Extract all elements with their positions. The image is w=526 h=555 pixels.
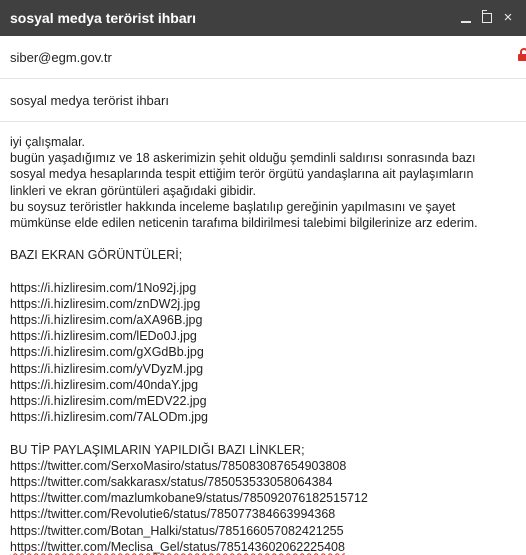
twitter-link[interactable]: https://twitter.com/Botan_Halki/status/785166057082421255 bbox=[10, 523, 344, 538]
subject-field[interactable] bbox=[0, 79, 526, 122]
subject-text[interactable]: sosyal medya terörist ihbarı bbox=[10, 93, 169, 108]
close-icon[interactable]: × bbox=[503, 9, 513, 26]
body-line: sosyal medya hesaplarında tespit ettiğim terör örgütü yandaşlarına ait paylaşımların bbox=[10, 167, 474, 182]
screenshot-link[interactable]: https://i.hizliresim.com/lEDo0J.jpg bbox=[10, 329, 197, 344]
screenshot-link[interactable]: https://i.hizliresim.com/7ALODm.jpg bbox=[10, 410, 208, 425]
recipient-address[interactable]: siber@egm.gov.tr bbox=[10, 50, 112, 65]
body-line: bugün yaşadığımız ve 18 askerimizin şehit olduğu şemdinli saldırısı sonrasında bazı bbox=[10, 151, 476, 166]
body-line: bu soysuz teröristler hakkında inceleme başlatılıp gereğinin yapılmasını ve şayet bbox=[10, 199, 456, 214]
twitter-link[interactable]: https://twitter.com/sakkarasx/status/785053533058064384 bbox=[10, 474, 333, 489]
screenshot-link[interactable]: https://i.hizliresim.com/40ndaY.jpg bbox=[10, 377, 199, 392]
body-line: mümkünse elde edilen neticenin tarafıma bildirilmesi talebimi bilgilerinize arz ederim. bbox=[10, 215, 478, 230]
popout-icon[interactable] bbox=[479, 10, 495, 26]
message-body[interactable] bbox=[10, 134, 520, 555]
window-titlebar bbox=[0, 0, 526, 36]
body-line: linkleri ve ekran görüntüleri aşağıdaki gibidir. bbox=[10, 183, 256, 198]
twitter-link[interactable]: https://twitter.com/Revolutie6/status/785077384663994368 bbox=[10, 507, 336, 522]
twitter-link[interactable]: https://twitter.com/Meclisa_Gel/status/785143602062225408 bbox=[10, 539, 345, 554]
screenshot-link[interactable]: https://i.hizliresim.com/aXA96B.jpg bbox=[10, 313, 203, 328]
twitter-link[interactable]: https://twitter.com/mazlumkobane9/status/785092076182515712 bbox=[10, 491, 368, 506]
screenshot-link[interactable]: https://i.hizliresim.com/mEDV22.jpg bbox=[10, 394, 207, 408]
screenshot-link[interactable]: https://i.hizliresim.com/yVDyzM.jpg bbox=[10, 361, 204, 376]
twitter-link[interactable]: https://twitter.com/SerxoMasiro/status/785083087654903808 bbox=[10, 458, 347, 473]
minimize-icon[interactable] bbox=[458, 10, 474, 26]
lock-icon bbox=[518, 48, 526, 62]
body-line: iyi çalışmalar. bbox=[10, 135, 86, 149]
links-heading: BU TİP PAYLAŞIMLARIN YAPILDIĞI BAZI LİNKLER; bbox=[10, 442, 305, 457]
to-field[interactable] bbox=[0, 36, 526, 79]
screenshot-link[interactable]: https://i.hizliresim.com/1No92j.jpg bbox=[10, 280, 197, 295]
screenshots-heading: BAZI EKRAN GÖRÜNTÜLERİ; bbox=[10, 248, 183, 263]
screenshot-link[interactable]: https://i.hizliresim.com/znDW2j.jpg bbox=[10, 296, 201, 311]
screenshot-link[interactable]: https://i.hizliresim.com/gXGdBb.jpg bbox=[10, 345, 204, 360]
window-title: sosyal medya terörist ihbarı bbox=[10, 10, 196, 26]
window-controls bbox=[456, 0, 526, 36]
